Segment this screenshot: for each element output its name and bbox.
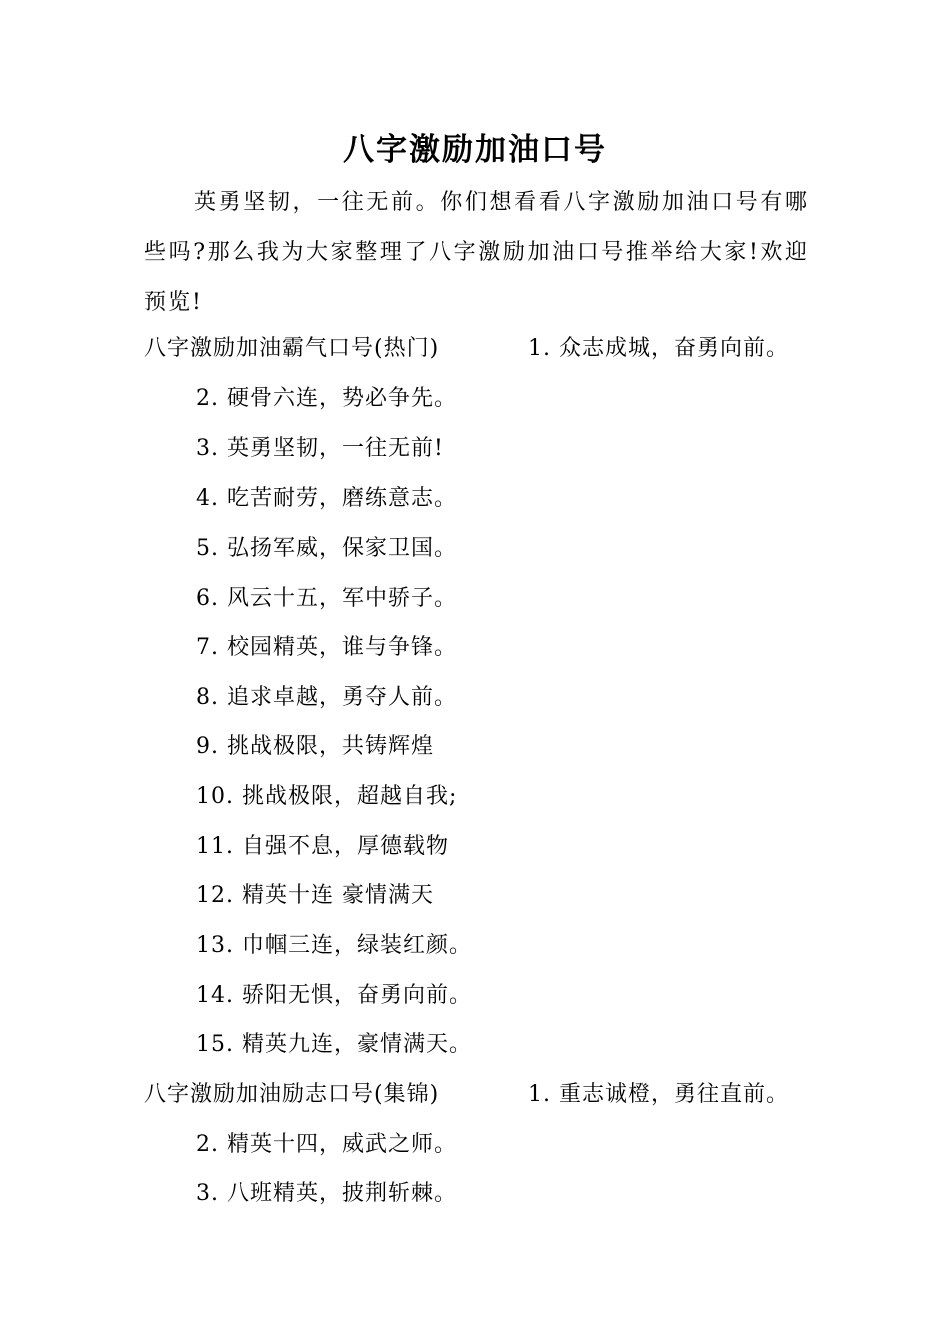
list-item: 12. 精英十连 豪情满天 — [196, 883, 434, 908]
section-heading: 八字激励加油霸气口号(热门) — [144, 336, 440, 361]
list-item: 1. 众志成城，奋勇向前。 — [528, 336, 789, 361]
list-item: 8. 追求卓越，勇夺人前。 — [196, 685, 457, 710]
list-item: 9. 挑战极限，共铸辉煌 — [196, 734, 434, 759]
list-item: 3. 英勇坚韧，一往无前! — [196, 436, 444, 461]
list-item: 11. 自强不息，厚德载物 — [196, 834, 449, 859]
document-title: 八字激励加油口号 — [343, 132, 607, 168]
list-item: 13. 巾帼三连，绿装红颜。 — [196, 933, 472, 958]
list-item: 4. 吃苦耐劳，磨练意志。 — [196, 486, 457, 511]
list-item: 6. 风云十五，军中骄子。 — [196, 586, 457, 611]
section-heading: 八字激励加油励志口号(集锦) — [144, 1082, 440, 1107]
list-item: 10. 挑战极限，超越自我; — [196, 784, 458, 809]
list-item: 7. 校园精英，谁与争锋。 — [196, 635, 457, 660]
list-item: 15. 精英九连，豪情满天。 — [196, 1032, 472, 1057]
list-item: 2. 精英十四，威武之师。 — [196, 1132, 457, 1157]
list-item: 2. 硬骨六连，势必争先。 — [196, 386, 457, 411]
list-item: 14. 骄阳无惧，奋勇向前。 — [196, 983, 472, 1008]
list-item: 1. 重志诚橙，勇往直前。 — [528, 1082, 789, 1107]
list-item: 5. 弘扬军威，保家卫国。 — [196, 536, 457, 561]
intro-paragraph: 英勇坚韧，一往无前。你们想看看八字激励加油口号有哪些吗?那么我为大家整理了八字激励加油口号推举给大家!欢迎预览! — [144, 190, 809, 315]
list-item: 3. 八班精英，披荆斩棘。 — [196, 1181, 457, 1206]
